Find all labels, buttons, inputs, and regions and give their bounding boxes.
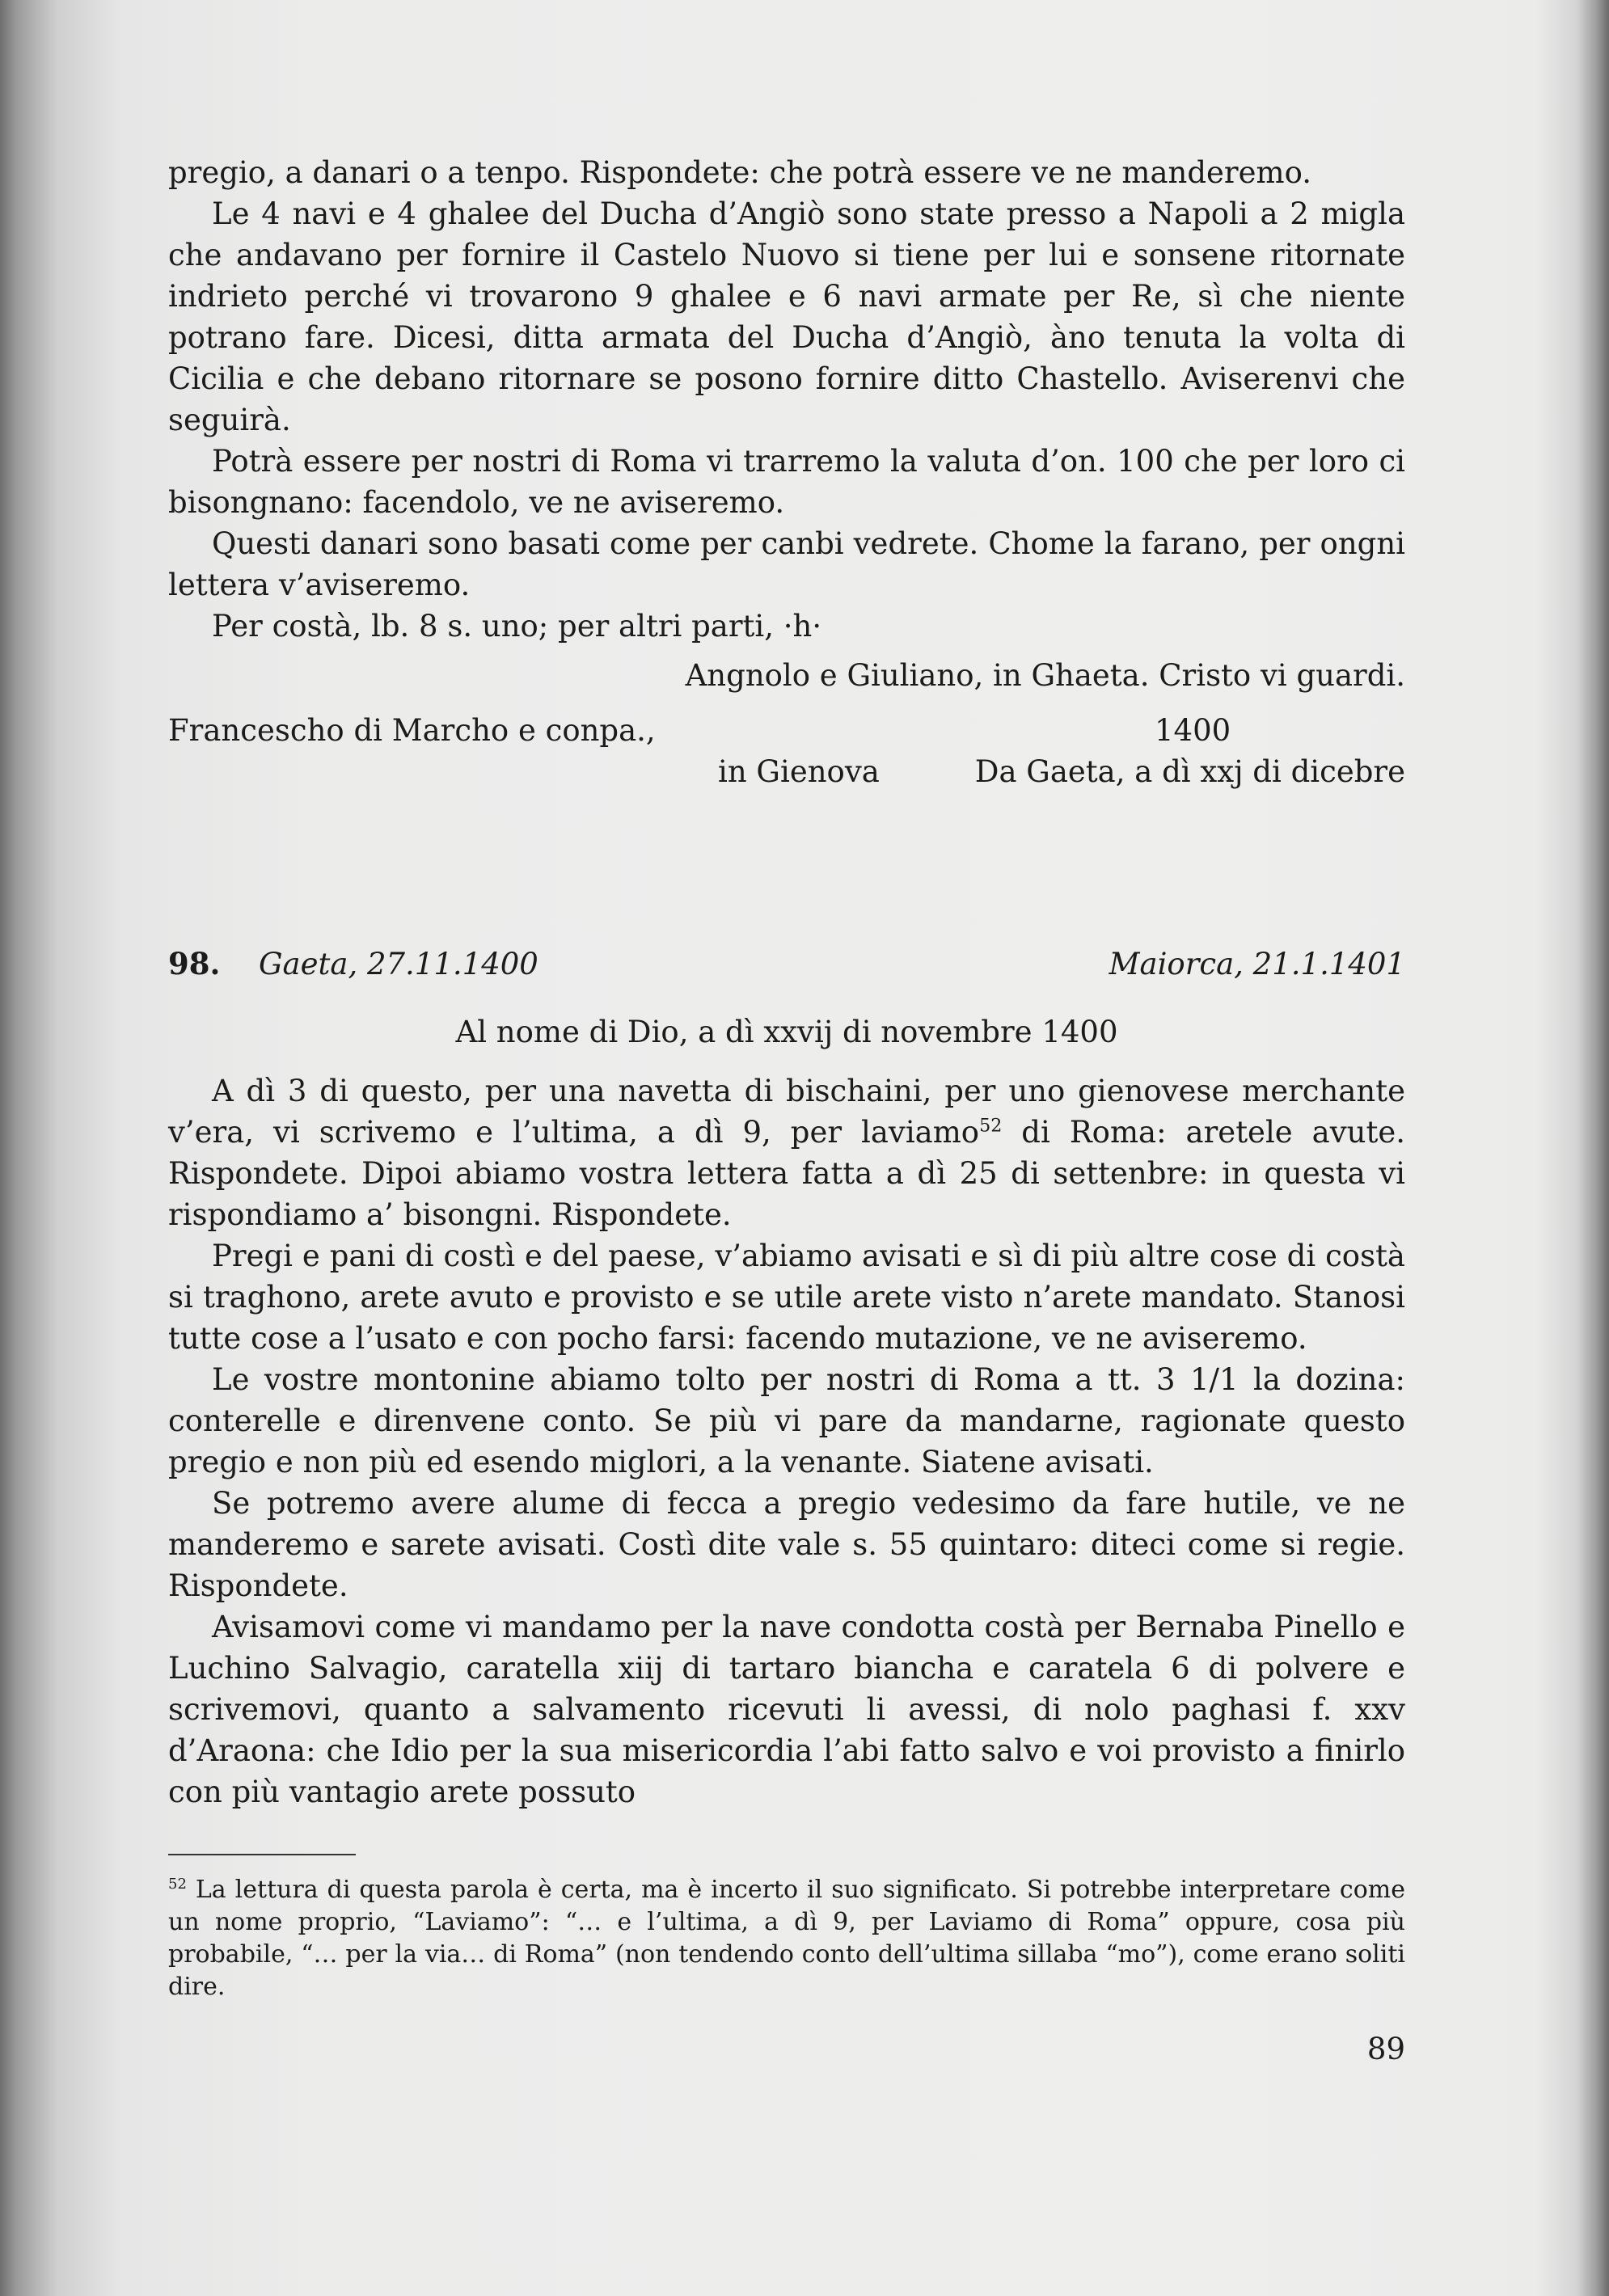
recipient-place: in Gienova [718,754,880,789]
paragraph: Se potremo avere alume di fecca a pregio vedesimo da fare hutile, ve ne manderemo e sarete avisati. Costì dite vale s. 55 quintaro: diteci come si regie. Rispondete. [168,1486,1405,1603]
dateline: Al nome di Dio, a dì xxvij di novembre 1400 [455,1015,1118,1049]
letter-signature: Angnolo e Giuliano, in Ghaeta. Cristo vi guardi. [685,658,1405,693]
letter-header [168,943,1405,989]
paragraph: Avisamovi come vi mandamo per la nave condotta costà per Bernaba Pinello e Luchino Salvagio, caratella xiij di tartaro biancha e caratela 6 di polvere e scrivemovi, quanto a salvamento ricevuti li avessi, di nolo paghasi f. xxv d’Araona: che Idio per la sua misericordia l’abi fatto salvo e voi provisto a finirlo con più vantagio arete possuto [168,1610,1405,1809]
paragraph: Pregi e pani di costì e del paese, v’abiamo avisati e sì di più altre cose di costà si traghono, arete avuto e provisto e se utile arete visto n’arete mandato. Stanosi tutte cose a l’usato e con pocho farsi: facendo mutazione, ve ne aviseremo. [168,1239,1405,1356]
paragraph: Le vostre montonine abiamo tolto per nostri di Roma a tt. 3 1/1 la dozina: conterelle e direnvene conto. Se più vi pare da mandarne, ragionate questo pregio e non più ed esendo miglori, a la venante. Siatene avisati. [168,1362,1405,1479]
footnote-marker: 52 [168,1876,187,1893]
letter-98 [168,943,1405,1813]
place-row [168,751,1405,792]
paragraph [168,1070,1405,1235]
address-row [168,710,1405,751]
letter-destination: Maiorca, 21.1.1401 [1109,947,1405,981]
letter-97-continuation [168,152,1405,792]
footnote-text: La lettura di questa parola è certa, ma è incerto il suo significato. Si potrebbe interpretare come un nome proprio, “Laviamo”: “… e l’ultima, a dì 9, per Laviamo di Roma” oppure, cosa più probabile, “… per la via… di Roma” (non tendendo conto dell’ultima sillaba “mo”), come erano soliti dire. [168,1876,1405,2001]
paragraph: Per costà, lb. 8 s. uno; per altri parti, ·h· [212,609,822,644]
paragraph-text: A dì 3 di questo, per una navetta di bischaini, per uno gienovese merchante v’era, vi scrivemo e l’ultima, a dì 9, per laviamo [168,1074,1405,1150]
paragraph: Questi danari sono basati come per canbi vedrete. Chome la farano, per ongni lettera v’aviseremo. [168,526,1405,602]
paragraph: Potrà essere per nostri di Roma vi trarremo la valuta d’on. 100 che per loro ci bisongnano: facendolo, ve ne aviseremo. [168,444,1405,520]
letter-year: 1400 [1155,713,1231,748]
letter-number: 98. [168,946,221,981]
page-number: 89 [1366,2032,1405,2066]
footnote [168,1874,1405,2003]
paragraph-text: di Roma: aretele avute. Rispondete. Dipoi abiamo vostra lettera fatta a dì 25 di settenbre: in questa vi rispondiamo a’ bisongni. Rispondete. [168,1115,1405,1232]
recipient: Francescho di Marcho e conpa., [168,713,656,748]
footnote-divider [168,1854,356,1855]
paragraph: Le 4 navi e 4 ghalee del Ducha d’Angiò sono state presso a Napoli a 2 migla che andavano per fornire il Castelo Nuovo si tiene per lui e sonsene ritornate indrieto perché vi trovarono 9 ghalee e 6 navi armate per Re, sì che niente potrano fare. Dicesi, ditta armata del Ducha d’Angiò, àno tenuta la volta di Cicilia e che debano ritornare se posono fornire ditto Chastello. Aviserenvi che seguirà. [168,196,1405,437]
letter-origin: Gaeta, 27.11.1400 [259,947,538,981]
footnote-reference: 52 [979,1115,1003,1137]
sent-from: Da Gaeta, a dì xxj di dicebre [974,754,1405,789]
paragraph: pregio, a danari o a tenpo. Rispondete: che potrà essere ve ne manderemo. [168,155,1311,190]
